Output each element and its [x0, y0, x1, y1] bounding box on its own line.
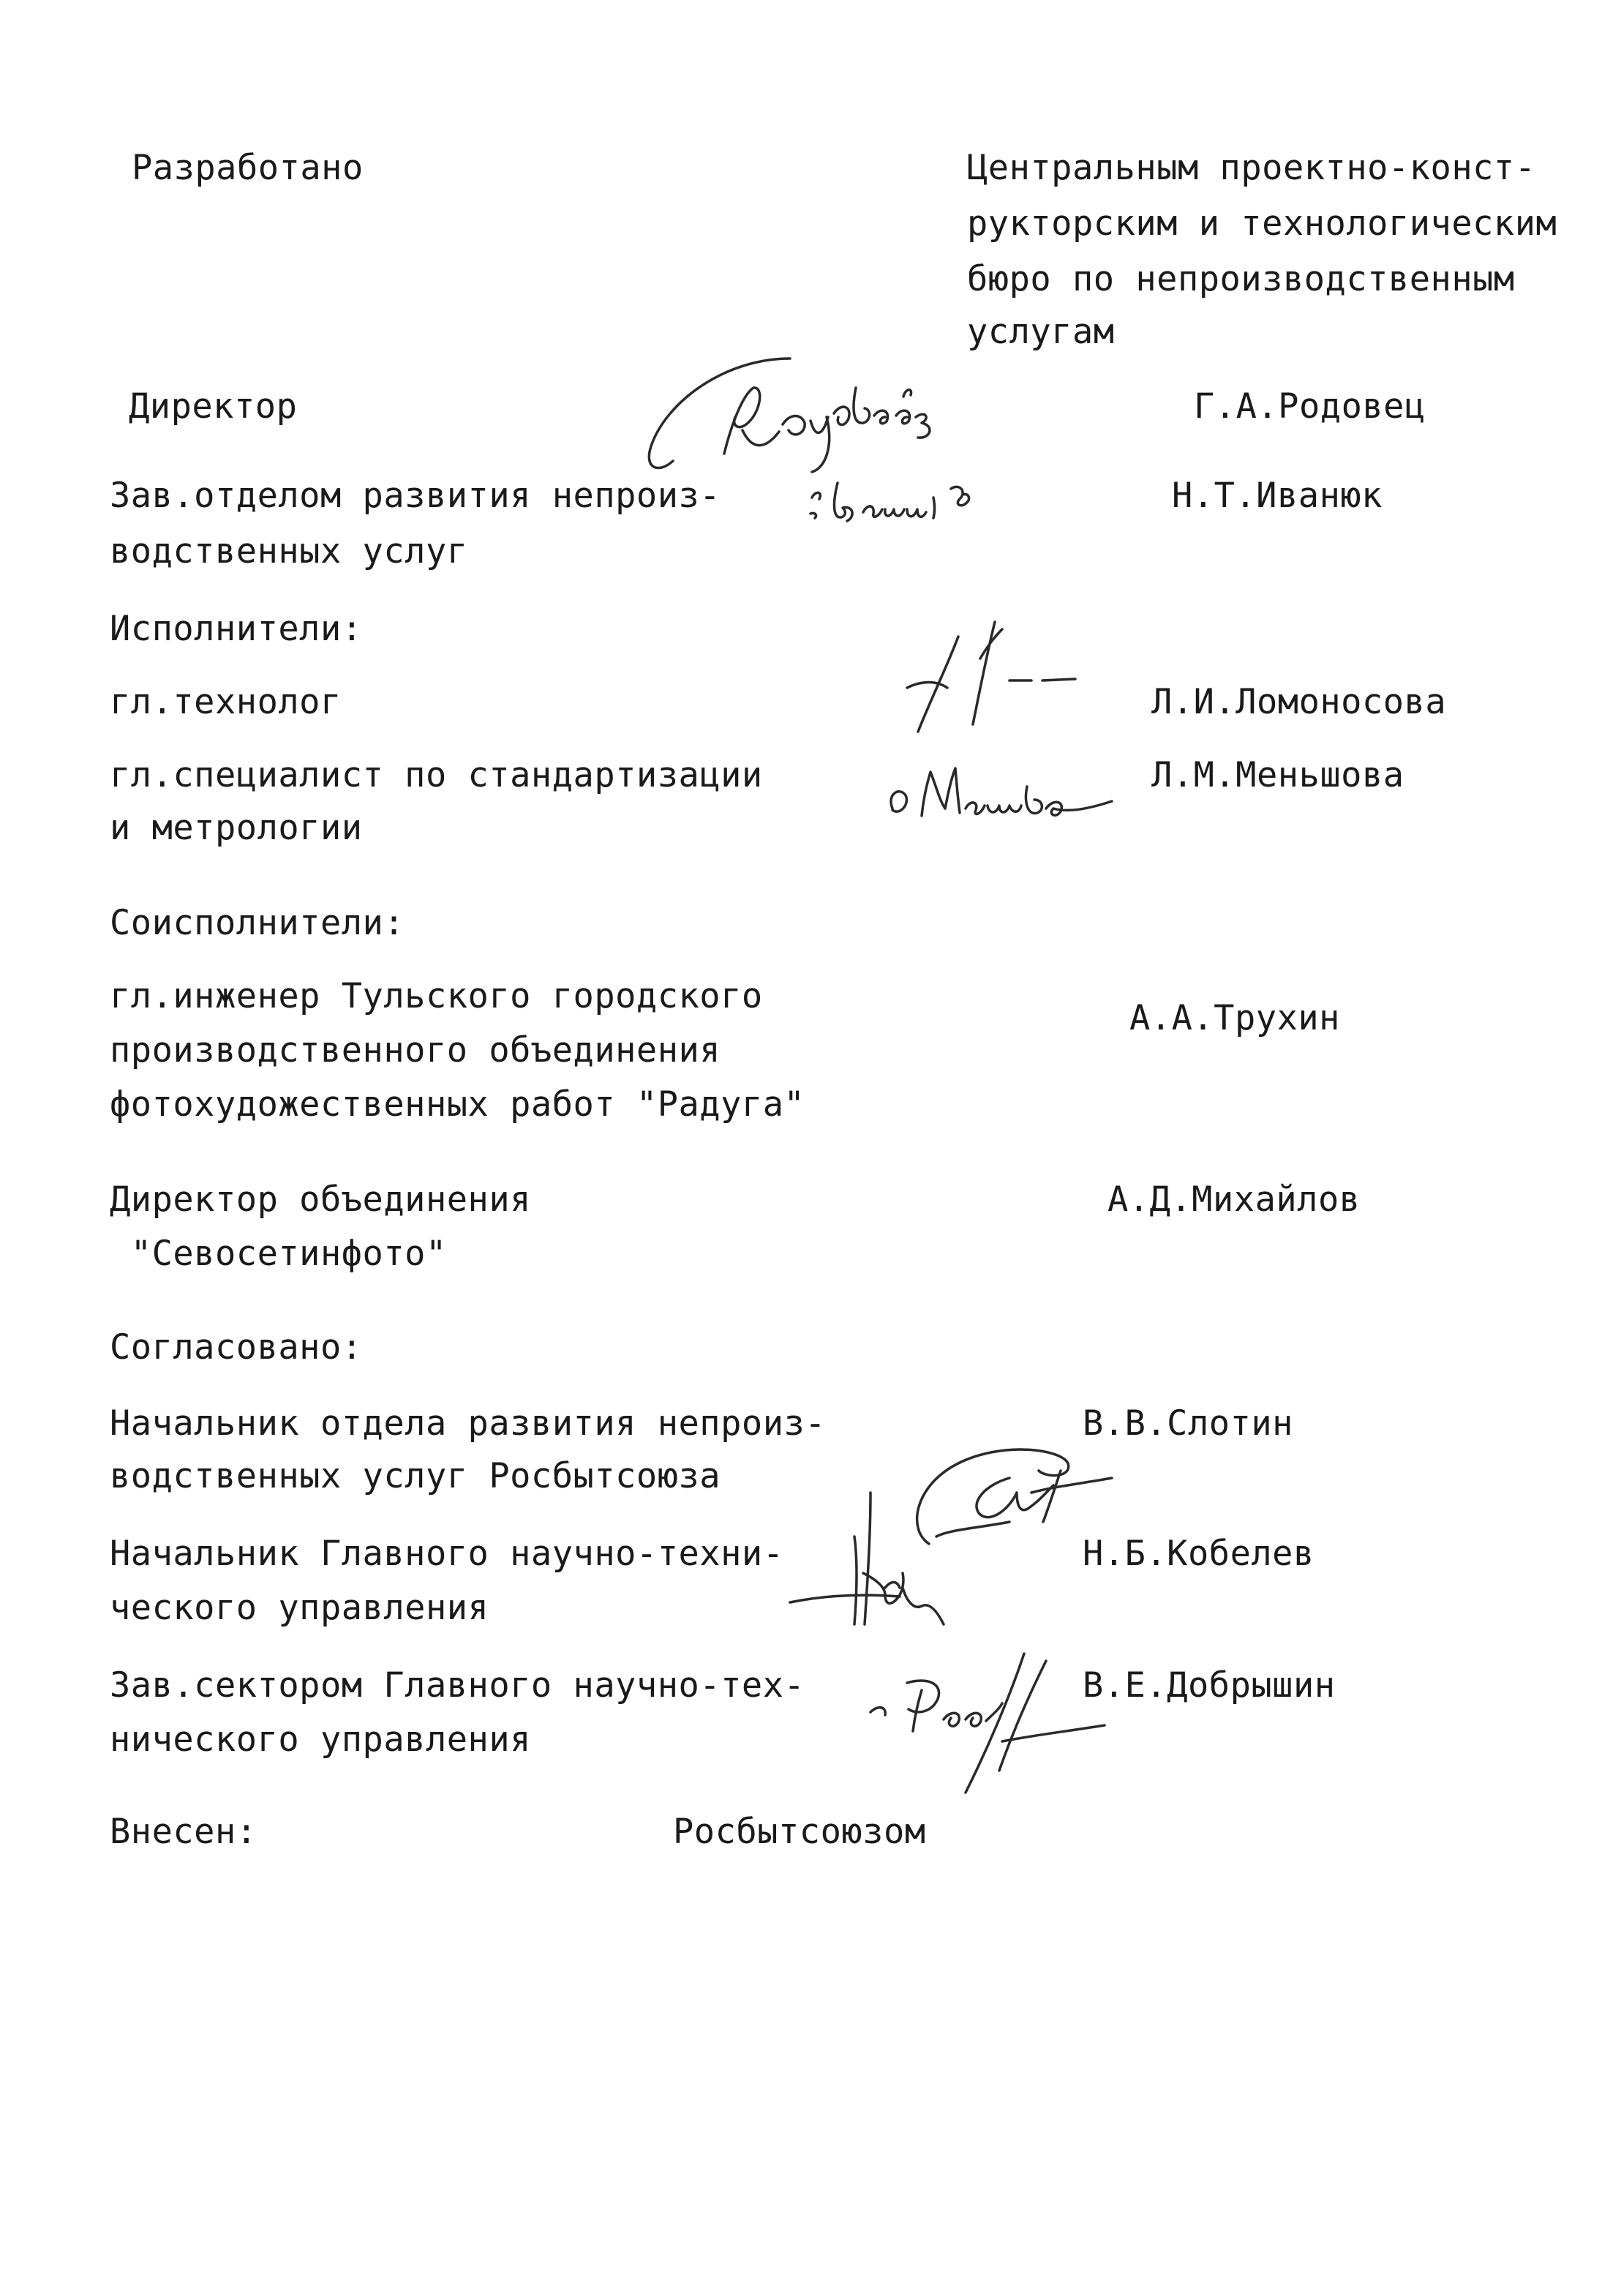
executor-2-title-line-1: гл.специалист по стандартизации [110, 755, 763, 795]
approver-1-title-line-2: водственных услуг Росбытсоюза [110, 1456, 721, 1496]
co-executor-2-title-line-2: "Севосетинфото" [110, 1234, 447, 1274]
dept-head-name: Н.Т.Иванюк [1172, 476, 1383, 516]
signature-dobryshin [856, 1639, 1119, 1800]
developer-org-line-3: бюро по непроизводственным [967, 259, 1515, 299]
dept-head-title-line-1: Зав.отделом развития непроиз- [110, 476, 721, 516]
co-executors-heading: Соисполнители: [110, 903, 405, 943]
executor-2-title-line-2: и метрологии [110, 808, 363, 848]
approver-1-name: В.В.Слотин [1083, 1403, 1293, 1444]
submitted-by: Росбытсоюзом [673, 1812, 926, 1852]
co-executor-1-title-line-2: производственного объединения [110, 1030, 721, 1070]
signature-menshova [878, 743, 1127, 838]
executor-1-title: гл.технолог [110, 682, 342, 722]
developed-label: Разработано [132, 148, 364, 188]
executor-1-name: Л.И.Ломоносова [1151, 682, 1447, 722]
director-name: Г.А.Родовец [1194, 386, 1426, 427]
developer-org-line-4: услугам [967, 312, 1115, 352]
co-executor-2-title-line-1: Директор объединения [110, 1179, 531, 1220]
signature-kobelev [768, 1478, 988, 1632]
approver-3-title-line-1: Зав.сектором Главного научно-тех- [110, 1665, 805, 1706]
signature-lomonosova [878, 607, 1097, 754]
co-executor-1-title-line-1: гл.инженер Тульского городского [110, 976, 763, 1016]
approver-3-title-line-2: нического управления [110, 1719, 531, 1760]
executors-heading: Исполнители: [110, 609, 363, 649]
signature-ivanyuk [797, 454, 1039, 541]
approver-3-name: В.Е.Добрышин [1083, 1665, 1336, 1706]
dept-head-title-line-2: водственных услуг [110, 531, 468, 571]
approver-1-title-line-1: Начальник отдела развития непроиз- [110, 1403, 827, 1444]
director-title: Директор [129, 386, 298, 427]
co-executor-1-name: А.А.Трухин [1129, 998, 1340, 1038]
executor-2-name: Л.М.Меньшова [1151, 755, 1404, 795]
co-executor-1-title-line-3: фотохудожественных работ "Радуга" [110, 1084, 805, 1125]
developer-org-line-1: Центральным проектно-конст- [967, 148, 1536, 188]
developer-org-line-2: рукторским и технологическим [967, 203, 1557, 244]
approver-2-title-line-2: ческого управления [110, 1588, 489, 1628]
approved-heading: Согласовано: [110, 1327, 363, 1368]
approver-2-title-line-1: Начальник Главного научно-техни- [110, 1534, 784, 1574]
co-executor-2-name: А.Д.Михайлов [1107, 1179, 1361, 1220]
approver-2-name: Н.Б.Кобелев [1083, 1534, 1315, 1574]
submitted-label: Внесен: [110, 1812, 257, 1852]
